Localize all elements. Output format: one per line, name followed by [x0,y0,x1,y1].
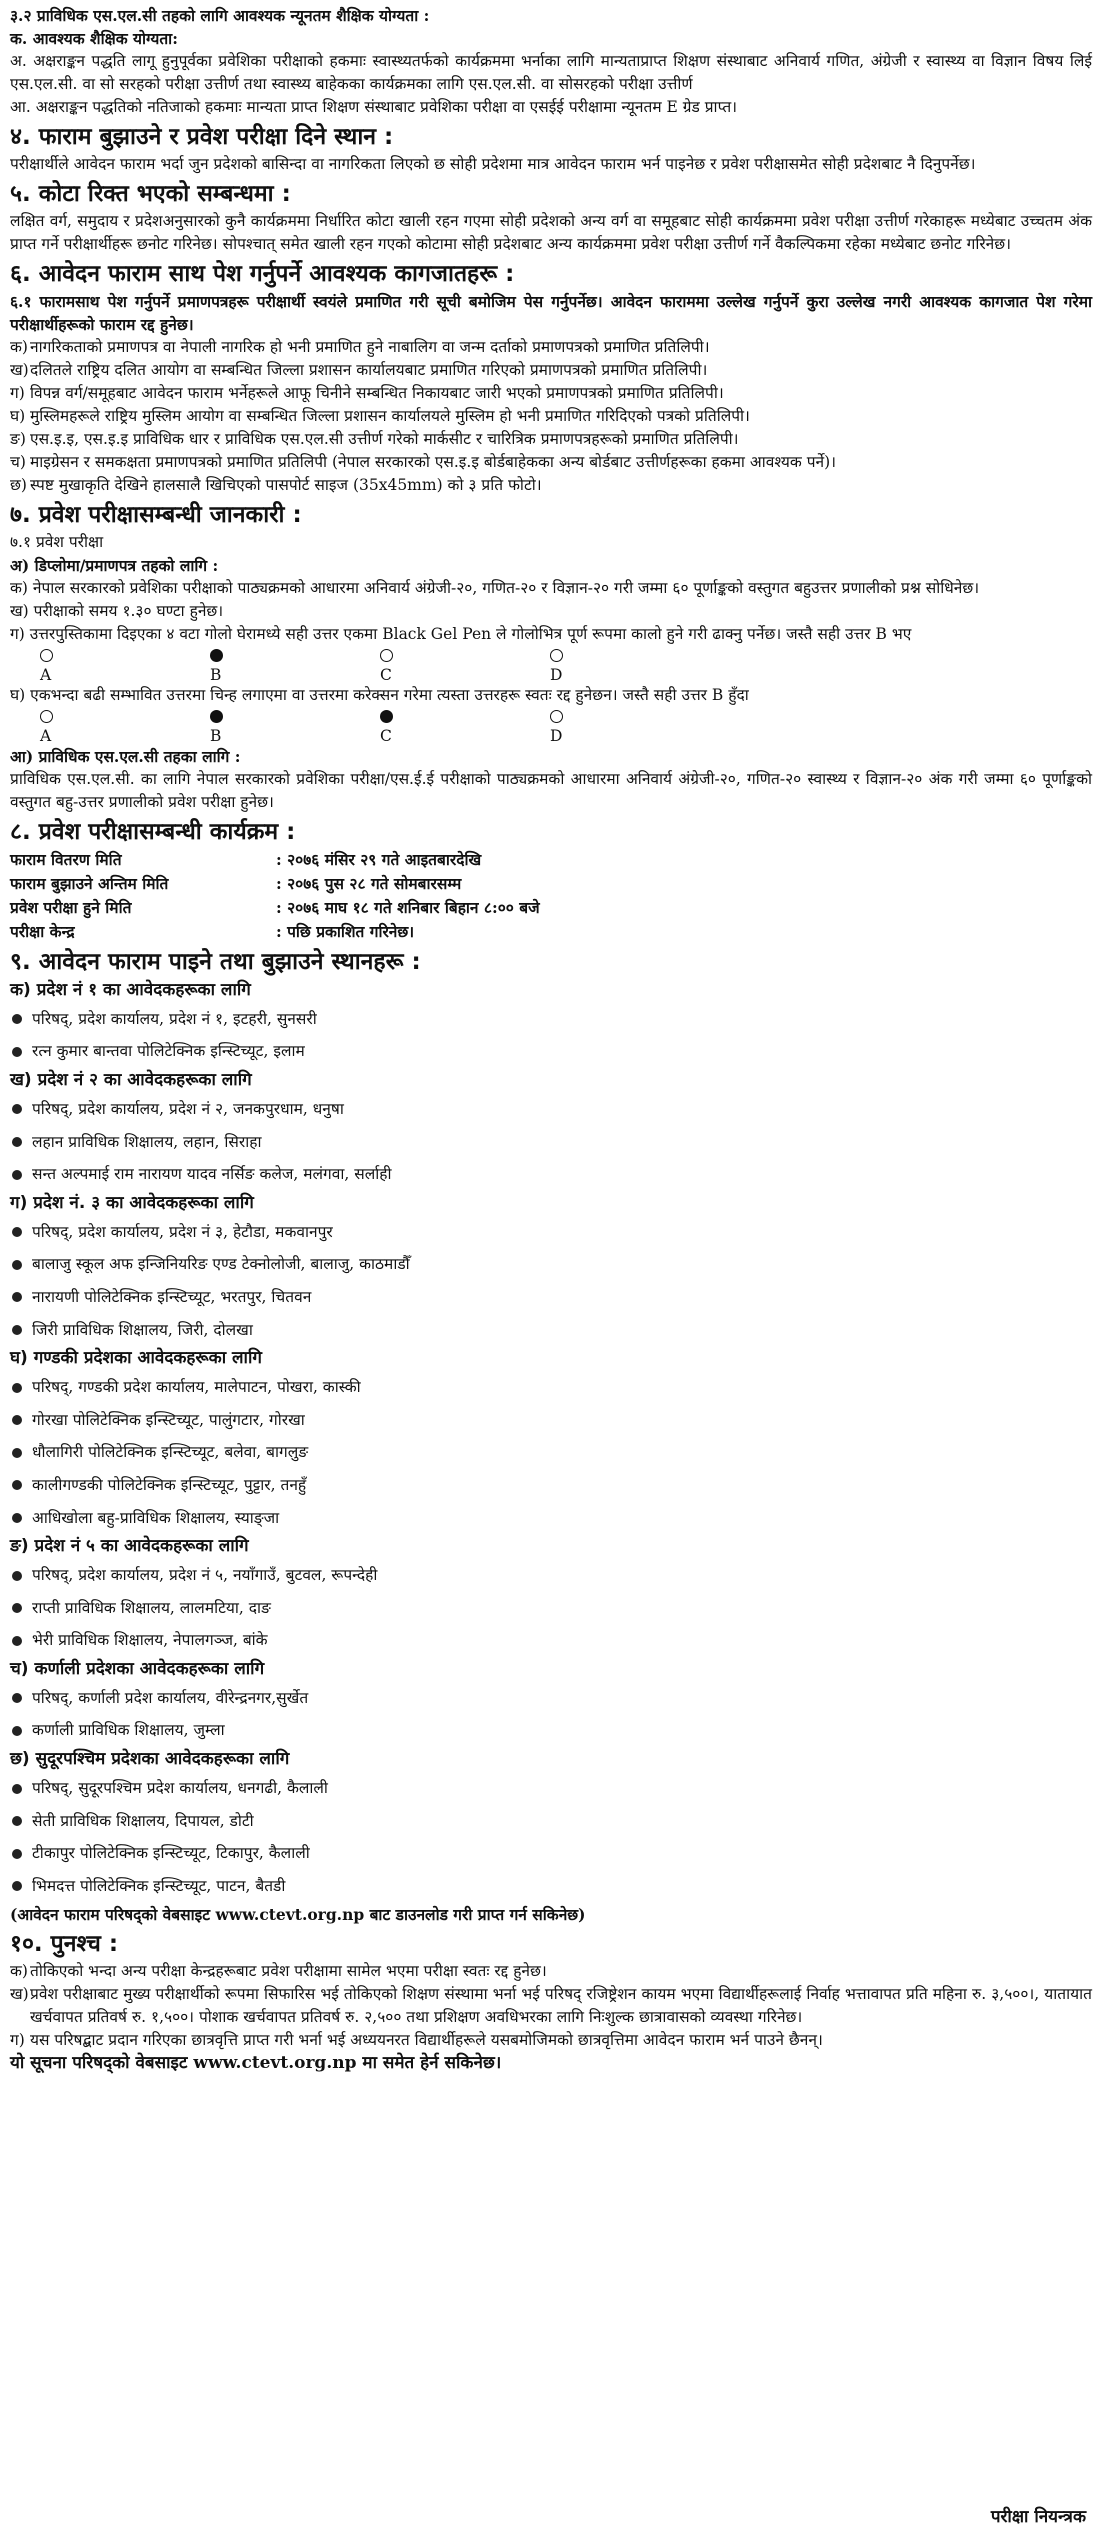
bullet-icon [12,1047,22,1057]
bubble-a-empty [40,710,53,723]
location-item [10,1314,1092,1347]
schedule-row [10,920,1092,944]
schedule-row [10,848,1092,872]
location-text: भिमदत्त पोलिटेक्निक इन्स्टिच्यूट, पाटन, बैतडी [32,1876,286,1895]
item-text: प्रवेश परीक्षाबाट मुख्य परीक्षार्थीको रूपमा सिफारिस भई तोकिएको शिक्षण संस्थामा भर्ना भई परिषद् रजिष्ट्रेशन कायम भएमा विद्यार्थीहरूलाई निर्वाह भत्तावापत प्रति महिना रु. ३,५००।, यातायात खर्चवापत प्रतिवर्ष रु. १,५००। पोशाक खर्चवापत प्रतिवर्ष रु. २,५०० तथा प्रशिक्षण अवधिभरका लागि निःशुल्क छात्रावासको व्यवस्था गरिनेछ। [30,1984,1092,2026]
document-item [10,451,1092,474]
schedule-row [10,872,1092,896]
location-item [10,1437,1092,1470]
location-text: धौलागिरी पोलिटेक्निक इन्स्टिच्यूट, बलेवा, बागलुङ [32,1443,309,1462]
schedule-table [10,848,1092,944]
s32-heading: ३.२ प्राविधिक एस.एल.सी तहको लागि आवश्यक न्यूनतम शैक्षिक योग्यता : [10,6,430,25]
document-item [10,428,1092,451]
location-item [10,1249,1092,1282]
location-text: जिरी प्राविधिक शिक्षालय, जिरी, दोलखा [32,1320,253,1339]
bullet-icon [12,1170,22,1180]
item-text: दलितले राष्ट्रिय दलित आयोग वा सम्बन्धित जिल्ला प्रशासन कार्यालयबाट प्रमाणित गरिएको प्रमाणपत्रको प्रमाणित प्रतिलिपी। [30,361,708,379]
bullet-icon [12,1816,22,1826]
item-label: क) [10,338,28,356]
location-text: परिषद्, प्रदेश कार्यालय, प्रदेश नं २, जनकपुरधाम, धनुषा [32,1099,344,1118]
item-label: छ) [10,476,27,494]
bullet-icon [12,1325,22,1335]
item-text: स्पष्ट मुखाकृति देखिने हालसालै खिचिएको पासपोर्ट साइज (35x45mm) को ३ प्रति फोटो। [30,476,542,494]
item-label: ङ) [10,430,26,448]
schedule-value: : २०७६ मंसिर २९ गते आइतबारदेखि [276,850,482,869]
location-item [10,1371,1092,1404]
location-item [10,1469,1092,1502]
item-label: च) [10,453,26,471]
location-text: आधिखोला बहु-प्राविधिक शिक्षालय, स्याङ्जा [32,1508,280,1527]
document-item [10,474,1092,497]
province-heading: ग) प्रदेश नं. ३ का आवेदकहरूका लागि [10,1192,254,1213]
schedule-key: परीक्षा केन्द्र [10,922,75,941]
s7b-heading: आ) प्राविधिक एस.एल.सी तहका लागि : [10,747,241,766]
location-text: राप्ती प्राविधिक शिक्षालय, लालमटिया, दाङ [32,1598,271,1617]
location-text: कर्णाली प्राविधिक शिक्षालय, जुम्ला [32,1721,225,1740]
bullet-icon [12,1603,22,1613]
schedule-value: : २०७६ माघ १८ गते शनिबार बिहान ८:०० बजे [276,898,540,917]
signature: परीक्षा नियन्त्रक [990,2507,1086,2527]
bullet-icon [12,1693,22,1703]
bullet-icon [12,1292,22,1302]
location-text: परिषद्, प्रदेश कार्यालय, प्रदेश नं १, इटहरी, सुनसरी [32,1009,317,1028]
bullet-icon [12,1726,22,1736]
bubble-b-filled [210,649,223,662]
schedule-value: : २०७६ पुस २८ गते सोमबारसम्म [276,874,462,893]
s7a-item-ka: क) नेपाल सरकारको प्रवेशिका परीक्षाको पाठ्यक्रमको आधारमा अनिवार्य अंग्रेजी-२०, गणित-२० र विज्ञान-२० गरी जम्मा ६० पूर्णाङ्कको वस्तुगत बहुउत्तर प्रणालीको प्रश्न सोधिनेछ। [10,579,980,597]
location-item [10,1592,1092,1625]
location-item [10,1126,1092,1159]
location-item [10,1216,1092,1249]
schedule-value: : पछि प्रकाशित गरिनेछ। [276,922,415,941]
location-item [10,1805,1092,1838]
item-label: ग) [10,384,25,402]
option-letter: D [550,727,563,745]
item-text: नागरिकताको प्रमाणपत्र वा नेपाली नागरिक हो भनी प्रमाणित हुने नाबालिग वा जन्म दर्ताको प्रमाणपत्रको प्रमाणित प्रतिलिपी। [30,338,710,356]
download-note: (आवेदन फाराम परिषद्को वेबसाइट www.ctevt.org.np बाट डाउनलोड गरी प्राप्त गर्न सकिनेछ) [10,1904,586,1924]
bullet-icon [12,1480,22,1490]
location-text: बालाजु स्कूल अफ इन्जिनियरिङ एण्ड टेक्नोलोजी, बालाजु, काठमाडौँ [32,1255,410,1274]
location-item [10,1837,1092,1870]
item-text: माइग्रेसन र समकक्षता प्रमाणपत्रको प्रमाणित प्रतिलिपी (नेपाल सरकारको एस.इ.इ बोर्डबाहेकका अन्य बोर्डबाट उत्तीर्णहरूका हकमा आवश्यक पर्ने)। [30,453,837,471]
bullet-icon [12,1881,22,1891]
bullet-icon [12,1513,22,1523]
document-item [10,336,1092,359]
location-text: कालीगण्डकी पोलिटेक्निक इन्स्टिच्यूट, पुट्टार, तनहुँ [32,1475,307,1494]
location-text: भेरी प्राविधिक शिक्षालय, नेपालगञ्ज, बांके [32,1631,268,1650]
s71-label: ७.१ प्रवेश परीक्षा [10,533,104,551]
document-item [10,359,1092,382]
location-item [10,1870,1092,1903]
item-text: मुस्लिमहरूले राष्ट्रिय मुस्लिम आयोग वा सम्बन्धित जिल्ला प्रशासन कार्यालयले मुस्लिम हो भनी प्रमाणित गरिदिएको पत्रको प्रतिलिपी। [30,407,750,425]
location-text: परिषद्, गण्डकी प्रदेश कार्यालय, मालेपाटन, पोखरा, कास्की [32,1378,361,1397]
item-label: ग) [10,2030,25,2049]
bullet-icon [12,1849,22,1859]
location-text: टीकापुर पोलिटेक्निक इन्स्टिच्यूट, टिकापुर, कैलाली [32,1844,310,1863]
bullet-icon [12,1227,22,1237]
bubble-c-filled [380,710,393,723]
option-letter: D [550,666,563,684]
option-letter: B [210,727,222,745]
postscript-item [10,2029,1092,2052]
example-correct-letters [40,664,1092,684]
option-letter: C [380,727,392,745]
document-item [10,405,1092,428]
location-text: लहान प्राविधिक शिक्षालय, लहान, सिराहा [32,1132,262,1151]
bullet-icon [12,1260,22,1270]
example-correct-bubbles [40,646,1092,664]
location-item [10,1404,1092,1437]
s6-heading: ६. आवेदन फाराम साथ पेश गर्नुपर्ने आवश्यक कागजातहरू : [10,261,515,287]
province-heading: ङ) प्रदेश नं ५ का आवेदकहरूका लागि [10,1536,249,1557]
province-list [10,978,1092,1903]
s4-heading: ४. फाराम बुझाउने र प्रवेश परीक्षा दिने स्थान : [10,124,394,150]
schedule-key: फाराम वितरण मिति [10,850,122,869]
location-text: परिषद्, कर्णाली प्रदेश कार्यालय, वीरेन्द्रनगर,सुर्खेत [32,1688,309,1707]
province-heading: च) कर्णाली प्रदेशका आवेदकहरूका लागि [10,1659,265,1680]
s7a-item-gha: घ) एकभन्दा बढी सम्भावित उत्तरमा चिन्ह लगाएमा वा उत्तरमा करेक्सन गरेमा त्यस्ता उत्तरहरू स्वतः रद्द हुनेछन। जस्तै सही उत्तर B हुँदा [10,686,749,704]
province-heading: घ) गण्डकी प्रदेशका आवेदकहरूका लागि [10,1348,262,1369]
bullet-icon [12,1383,22,1393]
s5-text: लक्षित वर्ग, समुदाय र प्रदेशअनुसारको कुनै कार्यक्रममा निर्धारित कोटा खाली रहन गएमा सोही प्रदेशको अन्य वर्ग वा समूहबाट सोही कार्यक्रममा प्रवेश परीक्षा उत्तीर्ण गरेकाहरू मध्येबाट उच्चतम अंक प्राप्त गर्ने परीक्षार्थीहरू छनोट गरिनेछ। सोपश्चात् समेत खाली रहन गएको कोटामा सोही प्रदेशबाट अन्य कार्यक्रममा प्रवेश परीक्षा उत्तीर्ण गर्ने वैकल्पिकमा रहेका मध्येबाट छनोट गरिनेछ। [10,212,1092,253]
location-item [10,1502,1092,1535]
schedule-key: प्रवेश परीक्षा हुने मिति [10,898,132,917]
item-text: एस.इ.इ, एस.इ.इ प्राविधिक धार र प्राविधिक एस.एल.सी उत्तीर्ण गरेको मार्कसीट र चारित्रिक प्रमाणपत्रहरूको प्रमाणित प्रतिलिपी। [30,430,739,448]
s7a-heading: अ) डिप्लोमा/प्रमाणपत्र तहको लागि : [10,556,219,575]
location-text: रत्न कुमार बान्तवा पोलिटेक्निक इन्स्टिच्यूट, इलाम [32,1042,305,1061]
schedule-row [10,896,1092,920]
bubble-c-empty [380,649,393,662]
bubble-b-filled [210,710,223,723]
item-text: विपन्न वर्ग/समूहबाट आवेदन फाराम भर्नेहरूले आफू चिनीने सम्बन्धित निकायबाट जारी भएको प्रमाणपत्रको प्रमाणित प्रतिलिपी। [30,384,724,402]
item-text: यस परिषद्बाट प्रदान गरिएका छात्रवृत्ति प्राप्त गरी भर्ना भई अध्ययनरत विद्यार्थीहरूले यसबमोजिमको छात्रवृत्तिमा आवेदन फाराम भर्न पाउने छैनन्। [30,2030,823,2049]
s32-subheading: क. आवश्यक शैक्षिक योग्यता: [10,29,178,48]
location-text: सेती प्राविधिक शिक्षालय, दिपायल, डोटी [32,1811,254,1830]
s10-heading: १०. पुनश्च : [10,1930,119,1957]
province-heading: क) प्रदेश नं १ का आवेदकहरूका लागि [10,980,251,1000]
s4-text: परीक्षार्थीले आवेदन फाराम भर्दा जुन प्रदेशको बासिन्दा वा नागरिकता लिएको छ सोही प्रदेशमा मात्र आवेदन फाराम भर्न पाइनेछ र प्रवेश परीक्षासमेत सोही प्रदेशबाट नै दिनुपर्नेछ। [10,155,976,173]
location-text: सन्त अल्पमाई राम नारायण यादव नर्सिङ कलेज, मलंगवा, सर्लाही [32,1165,392,1184]
location-text: गोरखा पोलिटेक्निक इन्स्टिच्यूट, पालुंगटार, गोरखा [32,1410,305,1429]
bullet-icon [12,1448,22,1458]
s32-item-aa: आ. अक्षराङ्कन पद्धतिको नतिजाको हकमाः मान्यता प्राप्त शिक्षण संस्थाबाट प्रवेशिका परीक्षा वा एसईई परीक्षामा न्यूनतम E ग्रेड प्राप्त। [10,98,738,116]
bullet-icon [12,1636,22,1646]
postscript-item [10,1960,1092,1983]
s9-heading: ९. आवेदन फाराम पाइने तथा बुझाउने स्थानहरू : [10,949,421,975]
location-text: परिषद्, प्रदेश कार्यालय, प्रदेश नं ३, हेटौडा, मकवानपुर [32,1222,333,1241]
bubble-d-empty [550,649,563,662]
bubble-d-empty [550,710,563,723]
s7a-item-ga: ग) उत्तरपुस्तिकामा दिइएका ४ वटा गोलो घेरामध्ये सही उत्तर एकमा Black Gel Pen ले गोलोभित्र पूर्ण रूपमा कालो हुने गरी ढाक्नु पर्नेछ। जस्तै सही उत्तर B भए [10,625,912,643]
item-label: ख) [10,1984,29,2003]
option-letter: A [40,727,52,745]
location-text: नारायणी पोलिटेक्निक इन्स्टिच्यूट, भरतपुर, चितवन [32,1287,312,1306]
option-letter: A [40,666,52,684]
bubble-a-empty [40,649,53,662]
s8-heading: ८. प्रवेश परीक्षासम्बन्धी कार्यक्रम : [10,819,296,845]
option-letter: B [210,666,222,684]
footer-note: यो सूचना परिषद्को वेबसाइट www.ctevt.org.np मा समेत हेर्न सकिनेछ। [10,2052,502,2073]
s10-list [10,1960,1092,2052]
location-item [10,1036,1092,1069]
location-item [10,1093,1092,1126]
bullet-icon [12,1784,22,1794]
location-item [10,1715,1092,1748]
location-item [10,1625,1092,1658]
province-heading: छ) सुदूरपश्चिम प्रदेशका आवेदकहरूका लागि [10,1749,290,1770]
s7-heading: ७. प्रवेश परीक्षासम्बन्धी जानकारी : [10,502,302,528]
bullet-icon [12,1014,22,1024]
document-item [10,382,1092,405]
option-letter: C [380,666,392,684]
s7a-item-kha: ख) परीक्षाको समय १.३० घण्टा हुनेछ। [10,602,224,620]
location-text: परिषद्, प्रदेश कार्यालय, प्रदेश नं ५, नयाँगाउँ, बुटवल, रूपन्देही [32,1566,378,1585]
location-item [10,1158,1092,1191]
location-item [10,1682,1092,1715]
s6-document-list [10,336,1092,497]
location-item [10,1281,1092,1314]
location-item [10,1772,1092,1805]
example-wrong-letters [40,725,1092,745]
s32-item-a: अ. अक्षराङ्कन पद्धति लागू हुनुपूर्वका प्रवेशिका परीक्षाको हकमाः स्वास्थ्यतर्फको कार्यक्रममा भर्नाका लागि मान्यताप्राप्त शिक्षण संस्थाबाट अनिवार्य गणित, अंग्रेजी र स्वास्थ्य वा विज्ञान विषय लिई एस.एल.सी. वा सो सरहको परीक्षा उत्तीर्ण तथा स्वास्थ्य बाहेकका कार्यक्रमका लागि एस.एल.सी. वा सोसरहको परीक्षा उत्तीर्ण [10,52,1092,93]
schedule-key: फाराम बुझाउने अन्तिम मिति [10,874,169,893]
s5-heading: ५. कोटा रिक्त भएको सम्बन्धमा : [10,181,291,207]
location-item [10,1559,1092,1592]
item-label: घ) [10,407,26,425]
s6-intro: ६.१ फारामसाथ पेश गर्नुपर्ने प्रमाणपत्रहरू परीक्षार्थी स्वयंले प्रमाणित गरी सूची बमोजिम पेस गर्नुपर्नेछ। आवेदन फाराममा उल्लेख गर्नुपर्ने कुरा उल्लेख नगरी आवश्यक कागजात पेश गरेमा परीक्षार्थीहरूको फाराम रद्द हुनेछ। [10,292,1092,334]
s7b-text: प्राविधिक एस.एल.सी. का लागि नेपाल सरकारको प्रवेशिका परीक्षा/एस.ई.ई परीक्षाको पाठ्यक्रमको आधारमा अनिवार्य अंग्रेजी-२०, गणित-२० स्वास्थ्य र विज्ञान-२० अंक गरी जम्मा ६० पूर्णाङ्कको वस्तुगत बहु-उत्तर प्रणालीको प्रवेश परीक्षा हुनेछ। [10,770,1092,811]
item-text: तोकिएको भन्दा अन्य परीक्षा केन्द्रहरूबाट प्रवेश परीक्षामा सामेल भएमा परीक्षा स्वतः रद्द हुनेछ। [30,1961,547,1980]
item-label: क) [10,1961,28,1980]
location-item [10,1003,1092,1036]
item-label: ख) [10,361,29,379]
bullet-icon [12,1415,22,1425]
example-wrong-bubbles [40,707,1092,725]
bullet-icon [12,1137,22,1147]
bullet-icon [12,1104,22,1114]
bullet-icon [12,1571,22,1581]
province-heading: ख) प्रदेश नं २ का आवेदकहरूका लागि [10,1070,252,1091]
location-text: परिषद्, सुदूरपश्चिम प्रदेश कार्यालय, धनगढी, कैलाली [32,1779,328,1798]
postscript-item [10,1983,1092,2029]
